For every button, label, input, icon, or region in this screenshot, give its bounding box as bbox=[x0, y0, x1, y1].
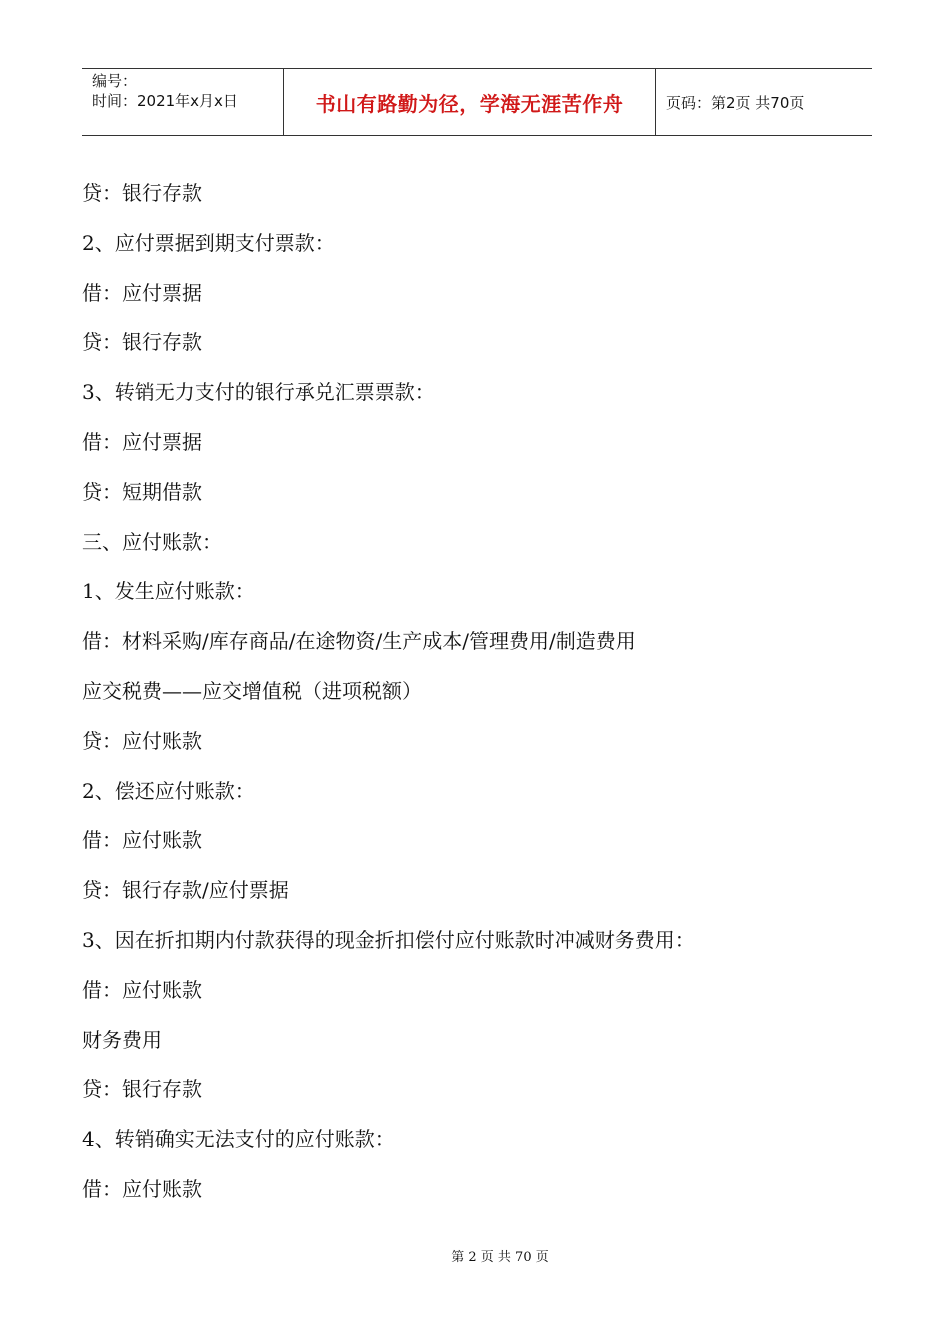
body-line: 2、偿还应付账款： bbox=[82, 778, 255, 803]
body-line: 贷：银行存款 bbox=[82, 1077, 202, 1102]
body-line: 1、发生应付账款： bbox=[82, 579, 255, 604]
page-info: 页码：第2页 共70页 bbox=[666, 93, 805, 112]
body-line: 3、因在折扣期内付款获得的现金折扣偿付应付账款时冲减财务费用： bbox=[82, 927, 695, 952]
footer-page-number: 第 2 页 共 70 页 bbox=[451, 1250, 549, 1265]
body-line: 借：应付账款 bbox=[82, 828, 202, 853]
motto-text: 书山有路勤为径，学海无涯苦作舟 bbox=[315, 91, 624, 116]
header-page-cell bbox=[656, 69, 872, 135]
body-line: 借：应付票据 bbox=[82, 280, 202, 305]
date-label: 时间：2021年x月x日 bbox=[92, 92, 238, 110]
body-line: 贷：应付账款 bbox=[82, 728, 202, 753]
section-heading: 三、应付账款： bbox=[82, 529, 222, 554]
page-footer bbox=[0, 1246, 950, 1265]
body-line: 4、转销确实无法支付的应付账款： bbox=[82, 1127, 395, 1152]
body-line: 应交税费——应交增值税（进项税额） bbox=[82, 678, 422, 703]
serial-number-label: 编号： bbox=[92, 72, 138, 90]
body-line: 借：应付票据 bbox=[82, 429, 202, 454]
document-header bbox=[82, 68, 872, 136]
body-line: 财务费用 bbox=[82, 1027, 162, 1052]
body-line: 借：材料采购/库存商品/在途物资/生产成本/管理费用/制造费用 bbox=[82, 629, 636, 654]
document-body bbox=[82, 176, 872, 1222]
body-line: 借：应付账款 bbox=[82, 1176, 202, 1201]
header-meta-cell bbox=[82, 69, 284, 135]
body-line: 借：应付账款 bbox=[82, 977, 202, 1002]
body-line: 贷：银行存款/应付票据 bbox=[82, 878, 289, 903]
body-line: 2、应付票据到期支付票款： bbox=[82, 230, 335, 255]
body-line: 3、转销无力支付的银行承兑汇票票款： bbox=[82, 380, 435, 405]
header-motto-cell bbox=[284, 69, 656, 135]
body-line: 贷：银行存款 bbox=[82, 330, 202, 355]
body-line: 贷：短期借款 bbox=[82, 479, 202, 504]
body-line: 贷：银行存款 bbox=[82, 181, 202, 205]
